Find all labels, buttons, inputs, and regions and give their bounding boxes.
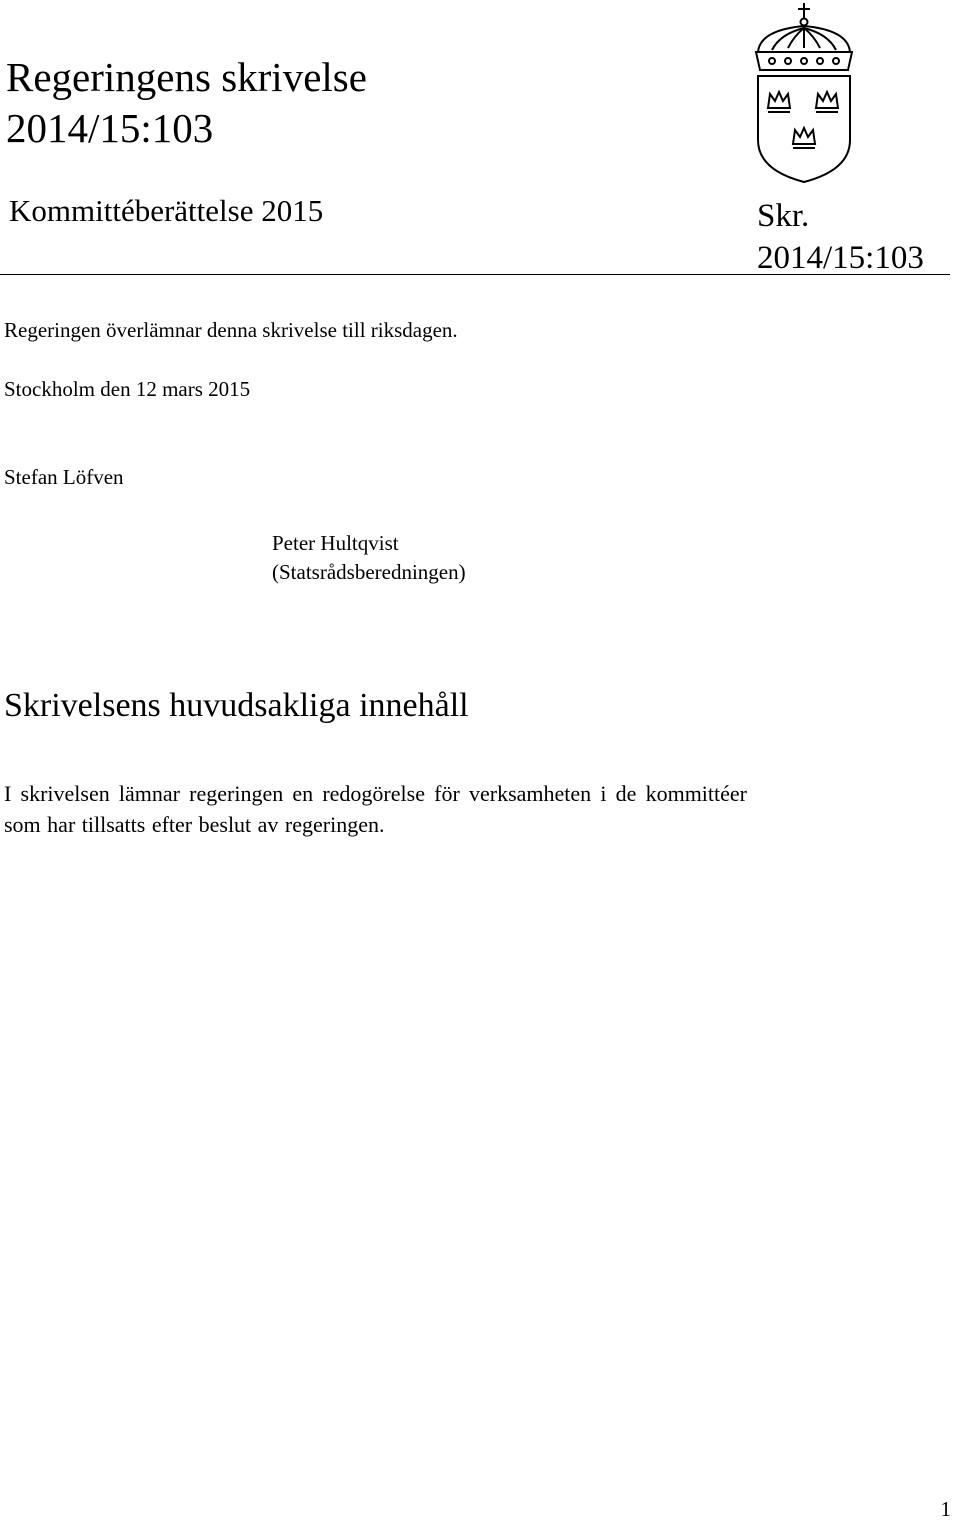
skr-number: 2014/15:103: [757, 240, 924, 276]
header-divider: [0, 274, 950, 275]
section-heading: Skrivelsens huvudsakliga innehåll: [4, 687, 469, 724]
document-title: [6, 52, 367, 154]
skr-label: Skr.: [757, 198, 810, 234]
swedish-coat-of-arms-icon: [750, 0, 860, 185]
summary-paragraph: I skrivelsen lämnar regeringen en redogörelse för verksamheten i de kommittéer som har tillsatts efter beslut av regeringen.: [4, 781, 747, 837]
page-number: 1: [940, 1497, 951, 1521]
document-title-line1: Regeringens skrivelse: [6, 54, 367, 100]
signatory-primary: Stefan Löfven: [4, 465, 124, 489]
document-subtitle: Kommittéberättelse 2015: [9, 193, 324, 228]
intro-text: Regeringen överlämnar denna skrivelse till riksdagen.: [4, 318, 458, 342]
signatory-secondary: [272, 529, 466, 587]
signatory-secondary-department: (Statsrådsberedningen): [272, 560, 466, 584]
signatory-secondary-name: Peter Hultqvist: [272, 531, 399, 555]
skr-reference: [757, 195, 924, 279]
place-date: Stockholm den 12 mars 2015: [4, 377, 251, 401]
document-title-line2: 2014/15:103: [6, 105, 214, 151]
